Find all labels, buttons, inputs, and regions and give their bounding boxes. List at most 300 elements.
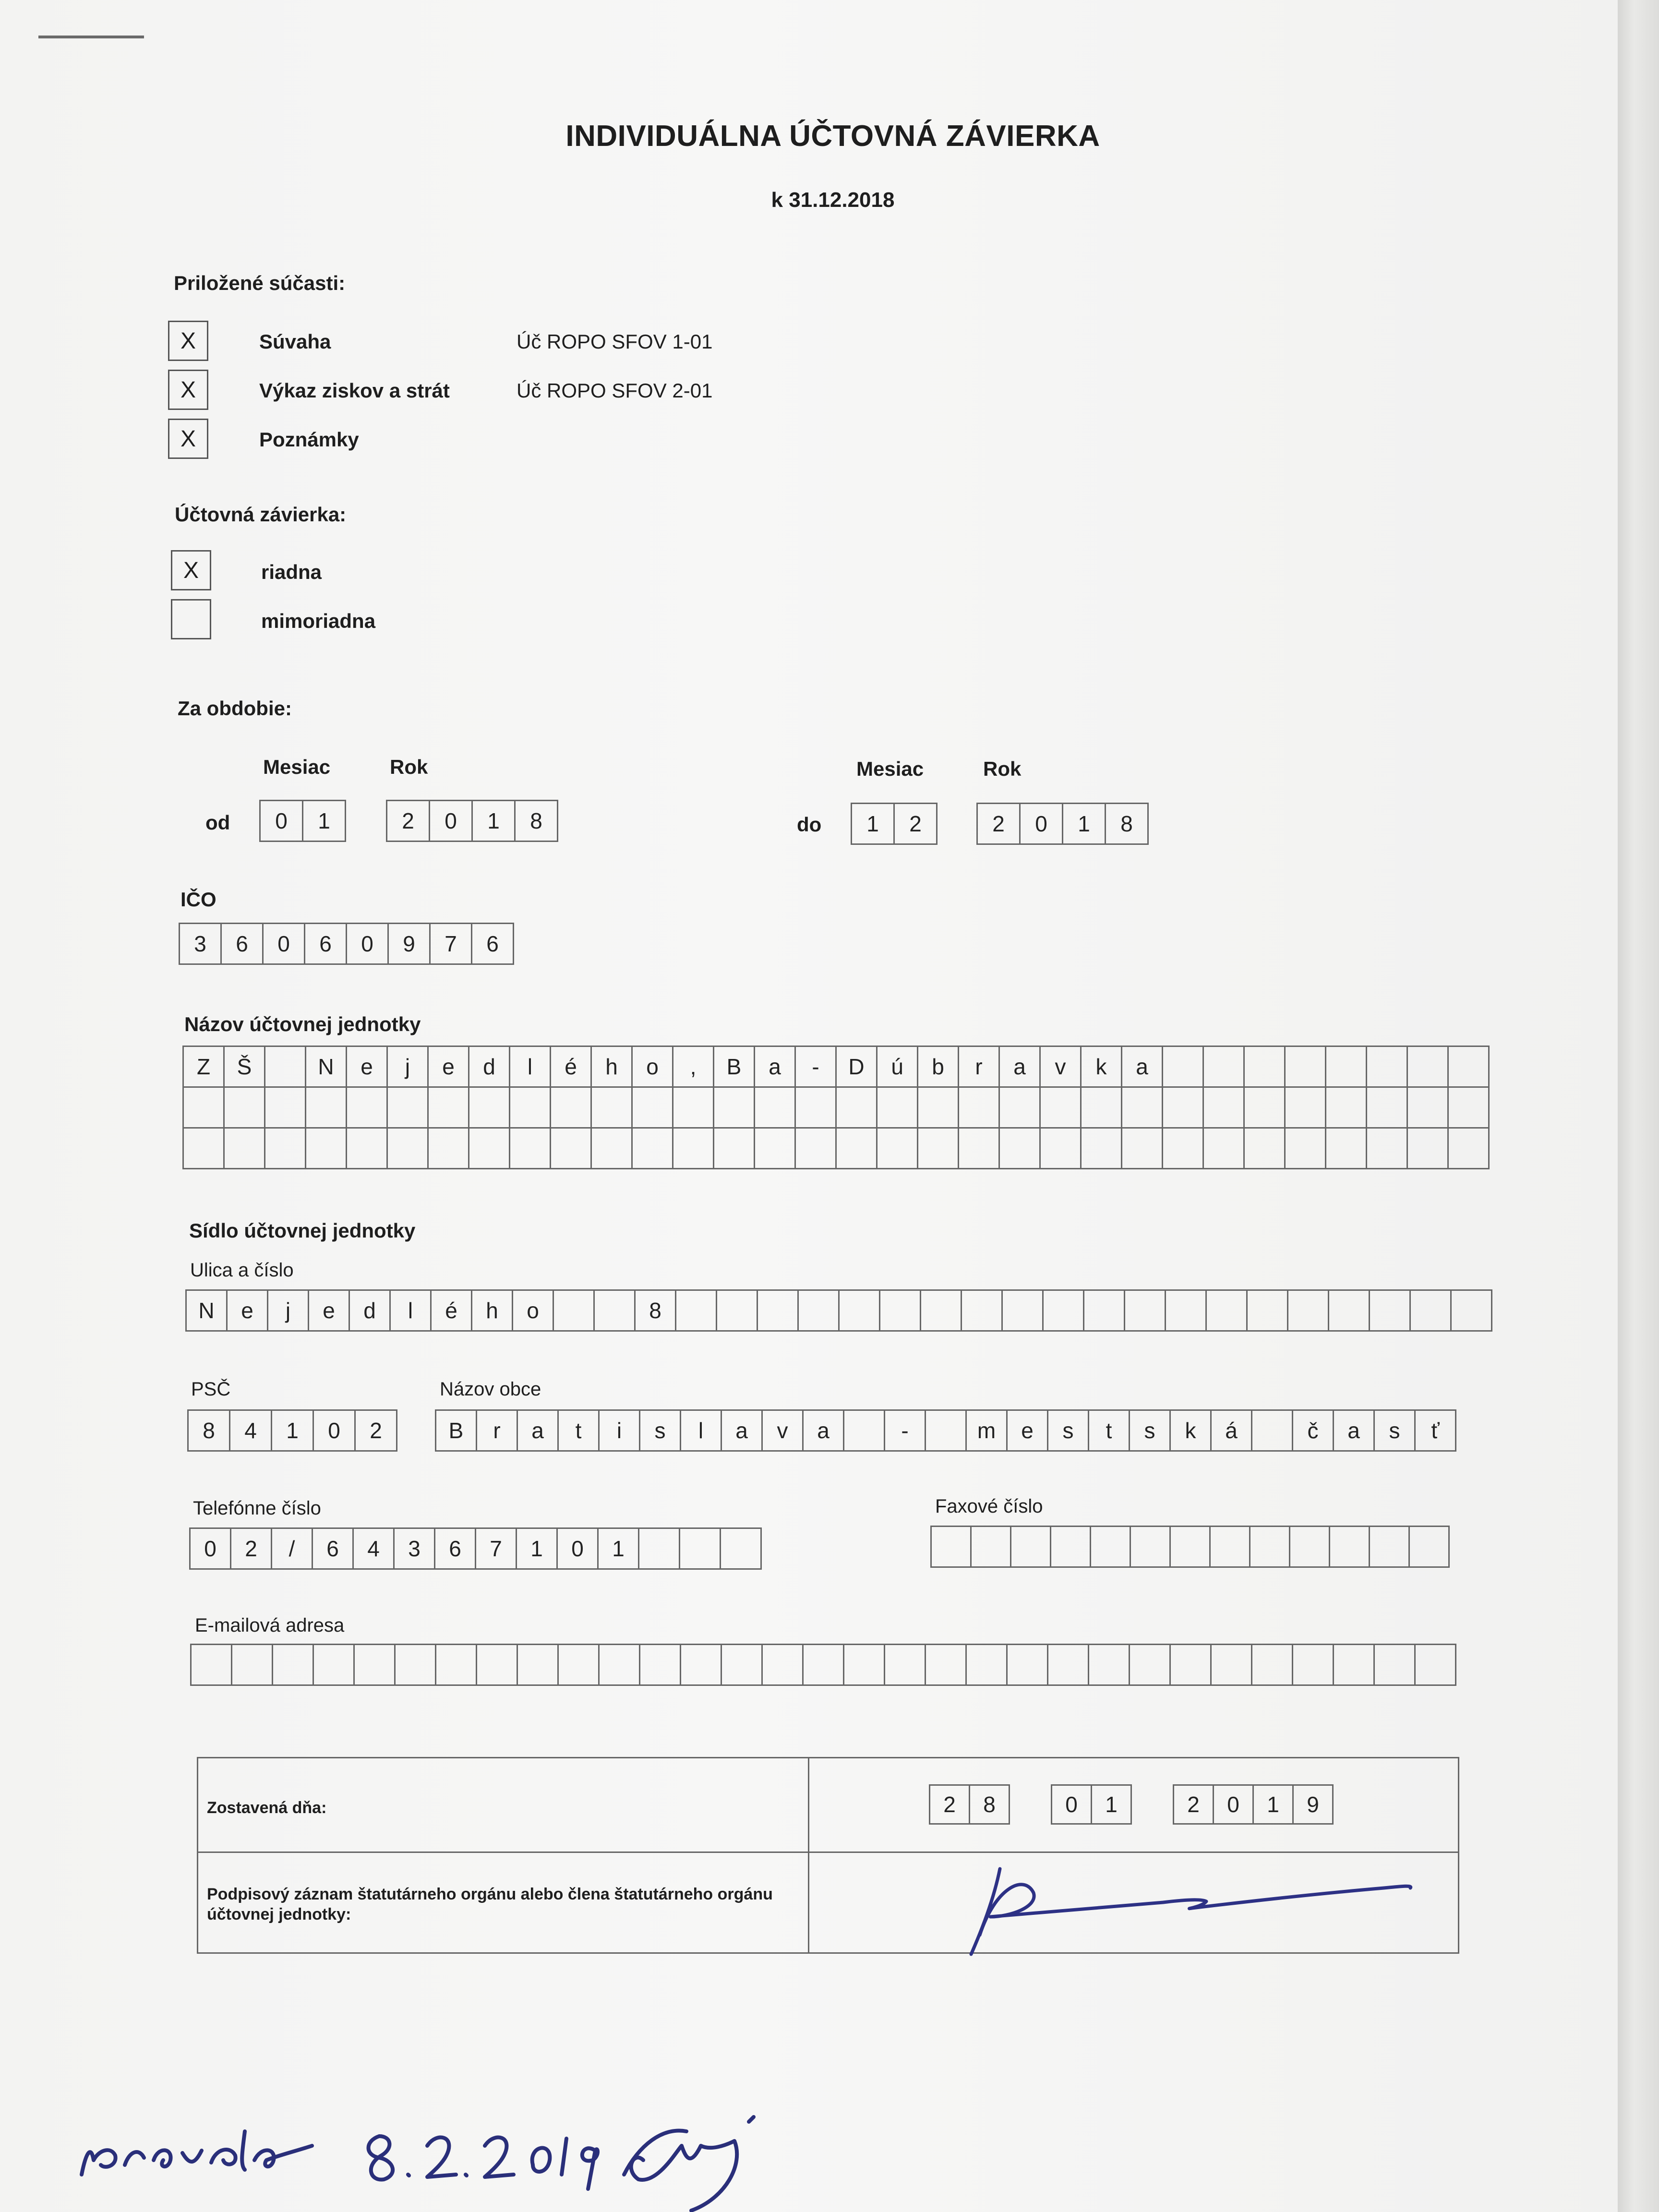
entity-name-char-cell[interactable] [509, 1086, 551, 1129]
psc-digit[interactable]: 8 [187, 1409, 230, 1452]
entity-name-char-cell[interactable] [1080, 1127, 1122, 1169]
street-char-cell[interactable] [1205, 1289, 1248, 1332]
city-char-cell[interactable]: a [1333, 1409, 1375, 1452]
street-char-cell[interactable] [1124, 1289, 1166, 1332]
email-char-cell[interactable] [802, 1644, 844, 1686]
entity-name-char-cell[interactable] [386, 1086, 429, 1129]
entity-name-char-cell[interactable]: k [1080, 1046, 1122, 1088]
attachments-heading: Priložené súčasti: [174, 272, 346, 294]
closing-label-mimoriadna: mimoriadna [261, 610, 376, 632]
entity-name-row[interactable] [182, 1127, 1490, 1169]
fax-digit[interactable] [1369, 1526, 1410, 1568]
email-char-cell[interactable] [1169, 1644, 1212, 1686]
to-month-cells[interactable] [851, 803, 938, 845]
entity-name-char-cell[interactable] [754, 1127, 796, 1169]
street-char-cell[interactable] [593, 1289, 636, 1332]
attachment-code-suvaha: Úč ROPO SFOV 1-01 [517, 330, 713, 353]
seat-heading: Sídlo účtovnej jednotky [189, 1219, 416, 1242]
ico-digit[interactable]: 7 [429, 923, 472, 965]
street-char-cell[interactable] [920, 1289, 962, 1332]
city-char-cell[interactable]: č [1292, 1409, 1334, 1452]
entity-name-char-cell[interactable] [1325, 1086, 1367, 1129]
to-year-digit[interactable]: 2 [976, 803, 1021, 845]
entity-name-char-cell[interactable] [1284, 1046, 1326, 1088]
entity-name-char-cell[interactable] [1080, 1086, 1122, 1129]
attachment-code-vykaz: Úč ROPO SFOV 2-01 [517, 379, 713, 402]
entity-name-char-cell[interactable] [305, 1127, 347, 1169]
email-char-cell[interactable] [1292, 1644, 1334, 1686]
entity-name-char-cell[interactable] [468, 1086, 510, 1129]
entity-name-char-cell[interactable]: - [794, 1046, 837, 1088]
phone-digit[interactable]: 3 [393, 1527, 435, 1570]
entity-name-char-cell[interactable] [917, 1086, 959, 1129]
compiled-month-cells[interactable] [1051, 1784, 1132, 1825]
fax-digit[interactable] [1249, 1526, 1290, 1568]
email-char-cell[interactable] [476, 1644, 518, 1686]
entity-name-char-cell[interactable] [1284, 1086, 1326, 1129]
fax-digit[interactable] [1169, 1526, 1211, 1568]
compiled-month-digit[interactable]: 0 [1051, 1784, 1092, 1825]
page-edge-shadow [1618, 0, 1659, 2212]
entity-name-char-cell[interactable]: Š [223, 1046, 265, 1088]
entity-name-char-cell[interactable] [1039, 1127, 1082, 1169]
signature-label: Podpisový záznam štatutárneho orgánu alebo člena štatutárneho orgánu účtovnej jednotky: [207, 1885, 773, 1923]
entity-name-char-cell[interactable]: b [917, 1046, 959, 1088]
entity-name-char-cell[interactable] [876, 1086, 918, 1129]
checkbox-suvaha[interactable]: X [168, 321, 208, 361]
street-char-cell[interactable]: d [349, 1289, 391, 1332]
fax-digit[interactable] [1090, 1526, 1131, 1568]
checkbox-riadna[interactable]: X [171, 550, 211, 590]
email-char-cell[interactable] [598, 1644, 640, 1686]
email-char-cell[interactable] [190, 1644, 232, 1686]
email-char-cell[interactable] [313, 1644, 355, 1686]
street-label: Ulica a číslo [190, 1260, 294, 1281]
phone-digit[interactable] [720, 1527, 762, 1570]
to-year-cells[interactable] [976, 803, 1149, 845]
entity-name-char-cell[interactable]: a [998, 1046, 1041, 1088]
street-char-cell[interactable] [1369, 1289, 1411, 1332]
street-char-cell[interactable] [716, 1289, 758, 1332]
entity-name-char-cell[interactable] [835, 1127, 878, 1169]
phone-digit[interactable]: 0 [189, 1527, 231, 1570]
street-char-cell[interactable] [1409, 1289, 1452, 1332]
psc-digit[interactable]: 2 [354, 1409, 397, 1452]
entity-name-char-cell[interactable]: D [835, 1046, 878, 1088]
city-char-cell[interactable]: a [721, 1409, 763, 1452]
compiled-label: Zostavená dňa: [207, 1799, 327, 1817]
entity-name-char-cell[interactable] [550, 1127, 592, 1169]
email-char-cell[interactable] [1373, 1644, 1416, 1686]
email-char-cell[interactable] [965, 1644, 1008, 1686]
period-heading: Za obdobie: [178, 697, 292, 720]
city-label: Názov obce [440, 1379, 541, 1400]
psc-digit[interactable]: 4 [229, 1409, 272, 1452]
email-char-cell[interactable] [517, 1644, 559, 1686]
entity-name-char-cell[interactable]: l [509, 1046, 551, 1088]
entity-name-char-cell[interactable] [1162, 1086, 1204, 1129]
phone-digit[interactable]: 1 [597, 1527, 639, 1570]
from-month-cells[interactable] [259, 800, 346, 842]
compiled-month-digit[interactable]: 1 [1091, 1784, 1132, 1825]
entity-name-char-cell[interactable] [386, 1127, 429, 1169]
street-char-cell[interactable] [1450, 1289, 1492, 1332]
entity-name-char-cell[interactable] [917, 1127, 959, 1169]
compiled-day-digit[interactable]: 2 [929, 1784, 970, 1825]
ico-digit[interactable]: 6 [220, 923, 264, 965]
email-char-cell[interactable] [1210, 1644, 1252, 1686]
ico-digit[interactable]: 0 [262, 923, 305, 965]
entity-name-char-cell[interactable] [1243, 1127, 1286, 1169]
city-char-cell[interactable]: - [884, 1409, 926, 1452]
signature-image [952, 1854, 1461, 1965]
entity-name-char-cell[interactable] [631, 1086, 673, 1129]
document-date: k 31.12.2018 [771, 188, 895, 212]
street-char-cell[interactable] [1328, 1289, 1370, 1332]
street-char-cell[interactable] [1165, 1289, 1207, 1332]
street-char-cell[interactable] [797, 1289, 840, 1332]
fax-label: Faxové číslo [935, 1496, 1043, 1517]
entity-name-label: Názov účtovnej jednotky [184, 1013, 421, 1035]
street-char-cell[interactable] [1042, 1289, 1084, 1332]
phone-digit[interactable]: 2 [230, 1527, 272, 1570]
city-char-cell[interactable]: a [517, 1409, 559, 1452]
entity-name-char-cell[interactable] [346, 1127, 388, 1169]
from-year-digit[interactable]: 1 [471, 800, 516, 842]
entity-name-char-cell[interactable]: a [1121, 1046, 1163, 1088]
email-char-cell[interactable] [761, 1644, 804, 1686]
entity-name-char-cell[interactable] [1366, 1046, 1408, 1088]
street-char-cell[interactable]: l [389, 1289, 432, 1332]
to-month-digit[interactable]: 2 [893, 803, 938, 845]
entity-name-char-cell[interactable] [754, 1086, 796, 1129]
street-char-cell[interactable] [553, 1289, 595, 1332]
psc-label: PSČ [191, 1379, 231, 1400]
city-char-cell[interactable]: r [476, 1409, 518, 1452]
entity-name-row[interactable] [182, 1046, 1490, 1088]
entity-name-char-cell[interactable]: d [468, 1046, 510, 1088]
from-year-label: Rok [390, 756, 428, 778]
fax-cells[interactable] [930, 1526, 1450, 1568]
entity-name-char-cell[interactable]: ú [876, 1046, 918, 1088]
to-year-digit[interactable]: 8 [1105, 803, 1149, 845]
email-char-cell[interactable] [1006, 1644, 1048, 1686]
entity-name-char-cell[interactable] [672, 1127, 714, 1169]
email-char-cell[interactable] [1047, 1644, 1089, 1686]
entity-name-char-cell[interactable] [346, 1086, 388, 1129]
email-char-cell[interactable] [843, 1644, 885, 1686]
email-char-cell[interactable] [639, 1644, 681, 1686]
email-char-cell[interactable] [1129, 1644, 1171, 1686]
phone-digit[interactable]: 6 [312, 1527, 354, 1570]
street-char-cell[interactable]: 8 [634, 1289, 676, 1332]
table-divider [808, 1758, 809, 1952]
entity-name-char-cell[interactable]: Z [182, 1046, 225, 1088]
city-char-cell[interactable]: s [639, 1409, 681, 1452]
entity-name-char-cell[interactable] [1202, 1046, 1245, 1088]
entity-name-char-cell[interactable]: r [958, 1046, 1000, 1088]
city-char-cell[interactable]: l [680, 1409, 722, 1452]
entity-name-char-cell[interactable] [1121, 1086, 1163, 1129]
from-month-label: Mesiac [263, 756, 331, 778]
street-char-cell[interactable] [1287, 1289, 1329, 1332]
phone-digit[interactable]: 0 [556, 1527, 599, 1570]
psc-cells[interactable] [187, 1409, 397, 1452]
compiled-year-digit[interactable]: 2 [1173, 1784, 1214, 1825]
psc-digit[interactable]: 0 [313, 1409, 356, 1452]
entity-name-char-cell[interactable]: a [754, 1046, 796, 1088]
from-label: od [205, 811, 230, 834]
entity-name-char-cell[interactable]: B [713, 1046, 755, 1088]
city-char-cell[interactable]: s [1047, 1409, 1089, 1452]
entity-name-char-cell[interactable]: e [346, 1046, 388, 1088]
entity-name-char-cell[interactable] [223, 1086, 265, 1129]
street-char-cell[interactable] [961, 1289, 1003, 1332]
entity-name-char-cell[interactable] [1407, 1046, 1449, 1088]
fax-digit[interactable] [970, 1526, 1011, 1568]
phone-digit[interactable]: 7 [475, 1527, 517, 1570]
email-char-cell[interactable] [435, 1644, 477, 1686]
entity-name-char-cell[interactable] [305, 1086, 347, 1129]
street-char-cell[interactable]: e [226, 1289, 268, 1332]
compiled-year-digit[interactable]: 0 [1213, 1784, 1254, 1825]
entity-name-char-cell[interactable] [1447, 1046, 1490, 1088]
city-char-cell[interactable]: a [802, 1409, 844, 1452]
city-char-cell[interactable]: s [1129, 1409, 1171, 1452]
entity-name-char-cell[interactable] [958, 1086, 1000, 1129]
entity-name-char-cell[interactable] [1162, 1127, 1204, 1169]
email-char-cell[interactable] [1088, 1644, 1130, 1686]
entity-name-char-cell[interactable] [631, 1127, 673, 1169]
street-char-cell[interactable] [1083, 1289, 1125, 1332]
compiled-year-cells[interactable] [1173, 1784, 1334, 1825]
entity-name-char-cell[interactable] [1325, 1127, 1367, 1169]
city-char-cell[interactable]: e [1006, 1409, 1048, 1452]
entity-name-char-cell[interactable] [958, 1127, 1000, 1169]
city-char-cell[interactable]: t [1088, 1409, 1130, 1452]
entity-name-char-cell[interactable] [998, 1086, 1041, 1129]
from-month-digit[interactable]: 1 [302, 800, 346, 842]
entity-name-char-cell[interactable] [794, 1127, 837, 1169]
entity-name-char-cell[interactable] [182, 1127, 225, 1169]
entity-name-char-cell[interactable] [590, 1086, 633, 1129]
street-char-cell[interactable] [675, 1289, 717, 1332]
entity-name-char-cell[interactable] [998, 1127, 1041, 1169]
entity-name-char-cell[interactable] [182, 1086, 225, 1129]
email-char-cell[interactable] [1414, 1644, 1456, 1686]
from-year-digit[interactable]: 8 [514, 800, 558, 842]
to-year-digit[interactable]: 1 [1062, 803, 1106, 845]
phone-digit[interactable]: 1 [516, 1527, 558, 1570]
entity-name-char-cell[interactable] [1366, 1127, 1408, 1169]
compiled-day-digit[interactable]: 8 [969, 1784, 1010, 1825]
top-rule-mark [38, 36, 144, 38]
entity-name-char-cell[interactable] [835, 1086, 878, 1129]
entity-name-char-cell[interactable] [223, 1127, 265, 1169]
ico-label: IČO [180, 888, 216, 911]
signature-table [197, 1757, 1459, 1954]
email-char-cell[interactable] [1333, 1644, 1375, 1686]
compiled-year-digit[interactable]: 9 [1292, 1784, 1334, 1825]
psc-digit[interactable]: 1 [271, 1409, 314, 1452]
ico-digit[interactable]: 0 [346, 923, 389, 965]
street-cells[interactable] [185, 1289, 1492, 1332]
city-char-cell[interactable]: i [598, 1409, 640, 1452]
entity-name-char-cell[interactable] [713, 1086, 755, 1129]
closing-label-riadna: riadna [261, 561, 322, 583]
email-char-cell[interactable] [680, 1644, 722, 1686]
entity-name-char-cell[interactable] [264, 1086, 306, 1129]
fax-digit[interactable] [1209, 1526, 1250, 1568]
email-char-cell[interactable] [721, 1644, 763, 1686]
street-char-cell[interactable]: é [430, 1289, 472, 1332]
email-char-cell[interactable] [925, 1644, 967, 1686]
entity-name-char-cell[interactable] [509, 1127, 551, 1169]
entity-name-row[interactable] [182, 1086, 1490, 1129]
entity-name-char-cell[interactable] [1447, 1086, 1490, 1129]
street-char-cell[interactable]: e [308, 1289, 350, 1332]
entity-name-char-cell[interactable] [1039, 1086, 1082, 1129]
entity-name-char-cell[interactable] [713, 1127, 755, 1169]
to-year-digit[interactable]: 0 [1019, 803, 1063, 845]
entity-name-char-cell[interactable]: o [631, 1046, 673, 1088]
city-char-cell[interactable] [1251, 1409, 1293, 1452]
entity-name-char-cell[interactable] [1202, 1086, 1245, 1129]
entity-name-char-cell[interactable] [550, 1086, 592, 1129]
entity-name-char-cell[interactable]: j [386, 1046, 429, 1088]
street-char-cell[interactable]: j [267, 1289, 309, 1332]
entity-name-grid[interactable] [182, 1046, 1490, 1169]
handwritten-note [72, 2093, 864, 2212]
entity-name-char-cell[interactable]: é [550, 1046, 592, 1088]
entity-name-char-cell[interactable] [794, 1086, 837, 1129]
email-char-cell[interactable] [1251, 1644, 1293, 1686]
entity-name-char-cell[interactable] [264, 1046, 306, 1088]
entity-name-char-cell[interactable] [1325, 1046, 1367, 1088]
entity-name-char-cell[interactable] [1243, 1046, 1286, 1088]
compiled-day-cells[interactable] [929, 1784, 1010, 1825]
entity-name-char-cell[interactable] [1202, 1127, 1245, 1169]
city-char-cell[interactable]: v [761, 1409, 804, 1452]
ico-digit[interactable]: 3 [179, 923, 222, 965]
attachment-label-vykaz: Výkaz ziskov a strát [259, 379, 450, 402]
from-year-digit[interactable]: 2 [386, 800, 430, 842]
street-char-cell[interactable] [838, 1289, 880, 1332]
street-char-cell[interactable] [879, 1289, 921, 1332]
email-label: E-mailová adresa [195, 1615, 345, 1636]
fax-digit[interactable] [1130, 1526, 1171, 1568]
phone-label: Telefónne číslo [193, 1498, 321, 1519]
entity-name-char-cell[interactable] [1243, 1086, 1286, 1129]
entity-name-char-cell[interactable]: v [1039, 1046, 1082, 1088]
city-char-cell[interactable]: á [1210, 1409, 1252, 1452]
city-char-cell[interactable]: k [1169, 1409, 1212, 1452]
email-char-cell[interactable] [353, 1644, 396, 1686]
entity-name-char-cell[interactable] [1162, 1046, 1204, 1088]
city-cells[interactable] [435, 1409, 1456, 1452]
entity-name-char-cell[interactable] [1447, 1127, 1490, 1169]
from-year-cells[interactable] [386, 800, 558, 842]
ico-digit[interactable]: 9 [387, 923, 431, 965]
checkbox-poznamky[interactable]: X [168, 419, 208, 459]
closing-type-heading: Účtovná závierka: [175, 503, 347, 526]
fax-digit[interactable] [1408, 1526, 1450, 1568]
to-month-label: Mesiac [856, 757, 924, 780]
entity-name-char-cell[interactable] [1121, 1127, 1163, 1169]
email-char-cell[interactable] [557, 1644, 600, 1686]
compiled-year-digit[interactable]: 1 [1252, 1784, 1294, 1825]
fax-digit[interactable] [1010, 1526, 1051, 1568]
phone-digit[interactable]: 6 [434, 1527, 476, 1570]
entity-name-char-cell[interactable] [468, 1127, 510, 1169]
fax-digit[interactable] [930, 1526, 972, 1568]
phone-cells[interactable] [189, 1527, 762, 1570]
street-char-cell[interactable]: o [512, 1289, 554, 1332]
street-char-cell[interactable] [1246, 1289, 1288, 1332]
ico-cells[interactable] [179, 923, 514, 965]
street-char-cell[interactable]: N [185, 1289, 228, 1332]
email-cells[interactable] [190, 1644, 1456, 1686]
fax-digit[interactable] [1050, 1526, 1091, 1568]
city-char-cell[interactable]: s [1373, 1409, 1416, 1452]
entity-name-char-cell[interactable]: e [427, 1046, 469, 1088]
entity-name-char-cell[interactable] [264, 1127, 306, 1169]
entity-name-char-cell[interactable]: , [672, 1046, 714, 1088]
street-char-cell[interactable] [1001, 1289, 1044, 1332]
entity-name-char-cell[interactable] [672, 1086, 714, 1129]
to-year-label: Rok [983, 757, 1022, 780]
ico-digit[interactable]: 6 [304, 923, 347, 965]
city-char-cell[interactable]: t [557, 1409, 600, 1452]
city-char-cell[interactable]: m [965, 1409, 1008, 1452]
from-year-digit[interactable]: 0 [429, 800, 473, 842]
ico-digit[interactable]: 6 [471, 923, 514, 965]
fax-digit[interactable] [1329, 1526, 1370, 1568]
email-char-cell[interactable] [231, 1644, 273, 1686]
city-char-cell[interactable] [843, 1409, 885, 1452]
entity-name-char-cell[interactable] [427, 1086, 469, 1129]
phone-digit[interactable]: / [271, 1527, 313, 1570]
entity-name-char-cell[interactable]: N [305, 1046, 347, 1088]
entity-name-char-cell[interactable] [590, 1127, 633, 1169]
attachment-label-poznamky: Poznámky [259, 428, 359, 451]
city-char-cell[interactable]: ť [1414, 1409, 1456, 1452]
entity-name-char-cell[interactable] [1407, 1086, 1449, 1129]
checkbox-vykaz[interactable]: X [168, 370, 208, 410]
entity-name-char-cell[interactable]: h [590, 1046, 633, 1088]
phone-digit[interactable] [679, 1527, 721, 1570]
city-char-cell[interactable] [925, 1409, 967, 1452]
checkbox-mimoriadna[interactable] [171, 599, 211, 639]
phone-digit[interactable] [638, 1527, 680, 1570]
document-title: INDIVIDUÁLNA ÚČTOVNÁ ZÁVIERKA [565, 120, 1100, 153]
entity-name-char-cell[interactable] [876, 1127, 918, 1169]
entity-name-char-cell[interactable] [1366, 1086, 1408, 1129]
street-char-cell[interactable] [757, 1289, 799, 1332]
to-month-digit[interactable]: 1 [851, 803, 895, 845]
entity-name-char-cell[interactable] [427, 1127, 469, 1169]
email-char-cell[interactable] [884, 1644, 926, 1686]
email-char-cell[interactable] [394, 1644, 436, 1686]
email-char-cell[interactable] [272, 1644, 314, 1686]
entity-name-char-cell[interactable] [1284, 1127, 1326, 1169]
entity-name-char-cell[interactable] [1407, 1127, 1449, 1169]
city-char-cell[interactable]: B [435, 1409, 477, 1452]
from-month-digit[interactable]: 0 [259, 800, 303, 842]
phone-digit[interactable]: 4 [352, 1527, 395, 1570]
fax-digit[interactable] [1289, 1526, 1330, 1568]
street-char-cell[interactable]: h [471, 1289, 513, 1332]
